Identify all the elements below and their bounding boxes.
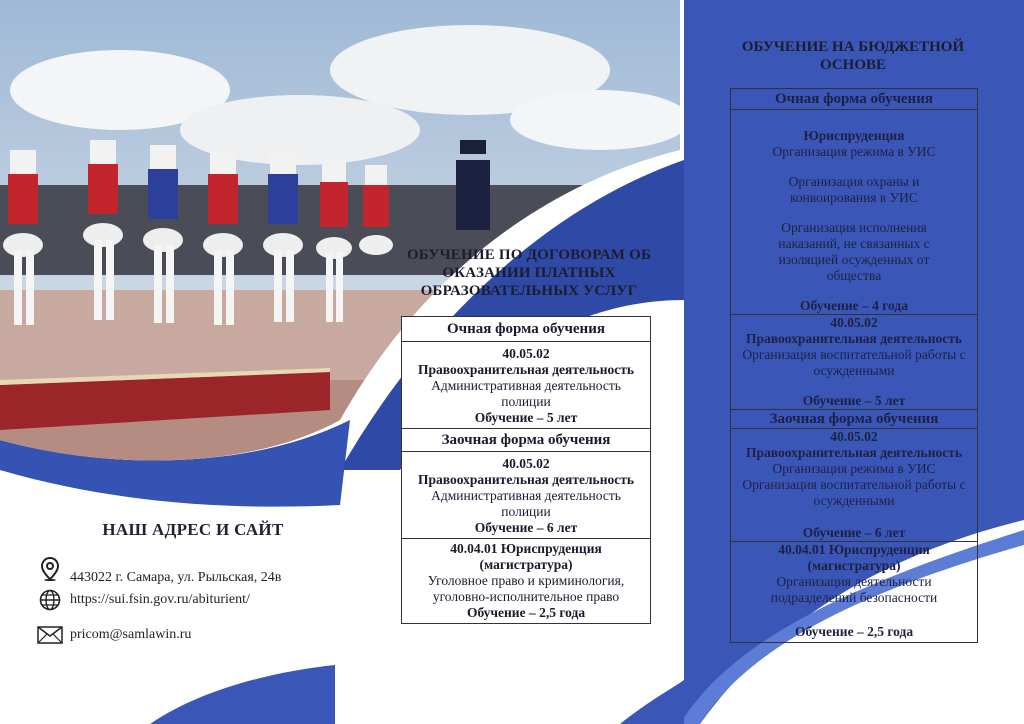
- website-row: [36, 587, 250, 613]
- program-code: 40.05.02: [502, 346, 550, 361]
- budget-law-enforcement-row: [731, 315, 978, 410]
- email-link[interactable]: pricom@samlawin.ru: [70, 627, 192, 642]
- paid-education-table: [401, 316, 651, 624]
- address-row: [36, 552, 281, 586]
- program-profile: Организация воспитательной работы с осужденными: [742, 477, 966, 508]
- program-duration: Обучение – 6 лет: [802, 525, 906, 540]
- location-pin-icon: [36, 556, 64, 582]
- program-specialty: Правоохранительная деятельность: [418, 472, 634, 487]
- paid-education-title: ОБУЧЕНИЕ ПО ДОГОВОРАМ ОБ ОКАЗАНИИ ПЛАТНЫХ ОБРАЗОВАТЕЛЬНЫХ УСЛУГ: [406, 247, 652, 299]
- envelope-icon: [36, 622, 64, 648]
- program-specialty: Правоохранительная деятельность: [746, 445, 962, 460]
- program-profile: Организация охраны и конвоирования в УИС: [788, 174, 920, 205]
- website-link[interactable]: https://sui.fsin.gov.ru/abiturient/: [70, 592, 250, 607]
- budget-parttime-header: Заочная форма обучения: [731, 410, 978, 429]
- address-text: 443022 г. Самара, ул. Рыльская, 24в: [70, 570, 282, 585]
- budget-masters-row: [731, 542, 978, 643]
- program-profile: Административная деятельность полиции: [431, 378, 621, 409]
- program-profile: Организация исполнения наказаний, не связанных с изоляцией осужденных от общества: [778, 220, 930, 283]
- program-profile: Организация деятельности подразделений безопасности: [770, 574, 938, 605]
- program-code: 40.05.02: [830, 315, 878, 330]
- budget-parttime-row: [731, 429, 978, 542]
- paid-parttime-row: [402, 452, 651, 539]
- budget-jurisprudence-row: [731, 110, 978, 315]
- paid-fulltime-header: Очная форма обучения: [402, 317, 651, 342]
- program-specialty: Правоохранительная деятельность: [418, 362, 634, 377]
- budget-education-title: ОБУЧЕНИЕ НА БЮДЖЕТНОЙ ОСНОВЕ: [741, 39, 965, 73]
- program-duration: Обучение – 6 лет: [474, 520, 578, 535]
- program-duration: Обучение – 2,5 года: [794, 624, 914, 639]
- program-profile: Организация воспитательной работы с осужденными: [742, 347, 966, 378]
- email-row: [36, 622, 191, 648]
- program-profile: Организация режима в УИС: [772, 461, 936, 476]
- budget-fulltime-header: Очная форма обучения: [731, 89, 978, 110]
- paid-fulltime-row: [402, 342, 651, 429]
- program-title: 40.04.01 Юриспруденция (магистратура): [450, 541, 602, 572]
- program-specialty: Правоохранительная деятельность: [746, 331, 962, 346]
- program-duration: Обучение – 5 лет: [474, 410, 578, 425]
- program-duration: Обучение – 2,5 года: [466, 605, 586, 620]
- address-title: НАШ АДРЕС И САЙТ: [102, 520, 284, 539]
- program-duration: Обучение – 4 года: [800, 298, 908, 313]
- bottom-left-wave: [150, 665, 335, 724]
- paid-parttime-header: Заочная форма обучения: [402, 429, 651, 452]
- program-title: 40.04.01 Юриспруденция (магистратура): [778, 542, 930, 573]
- program-profile: Административная деятельность полиции: [431, 488, 621, 519]
- globe-icon: [36, 587, 64, 613]
- paid-masters-row: [402, 539, 651, 624]
- program-profile: Уголовное право и криминология, уголовно-исполнительное право: [427, 573, 625, 604]
- program-profile: Организация режима в УИС: [772, 144, 936, 159]
- middle-bottom-wave: [620, 680, 684, 724]
- program-code: 40.05.02: [502, 456, 550, 471]
- program-duration: Обучение – 5 лет: [802, 393, 906, 408]
- budget-education-table: [730, 88, 978, 643]
- program-code: 40.05.02: [830, 429, 878, 444]
- program-specialty: Юриспруденция: [803, 128, 905, 143]
